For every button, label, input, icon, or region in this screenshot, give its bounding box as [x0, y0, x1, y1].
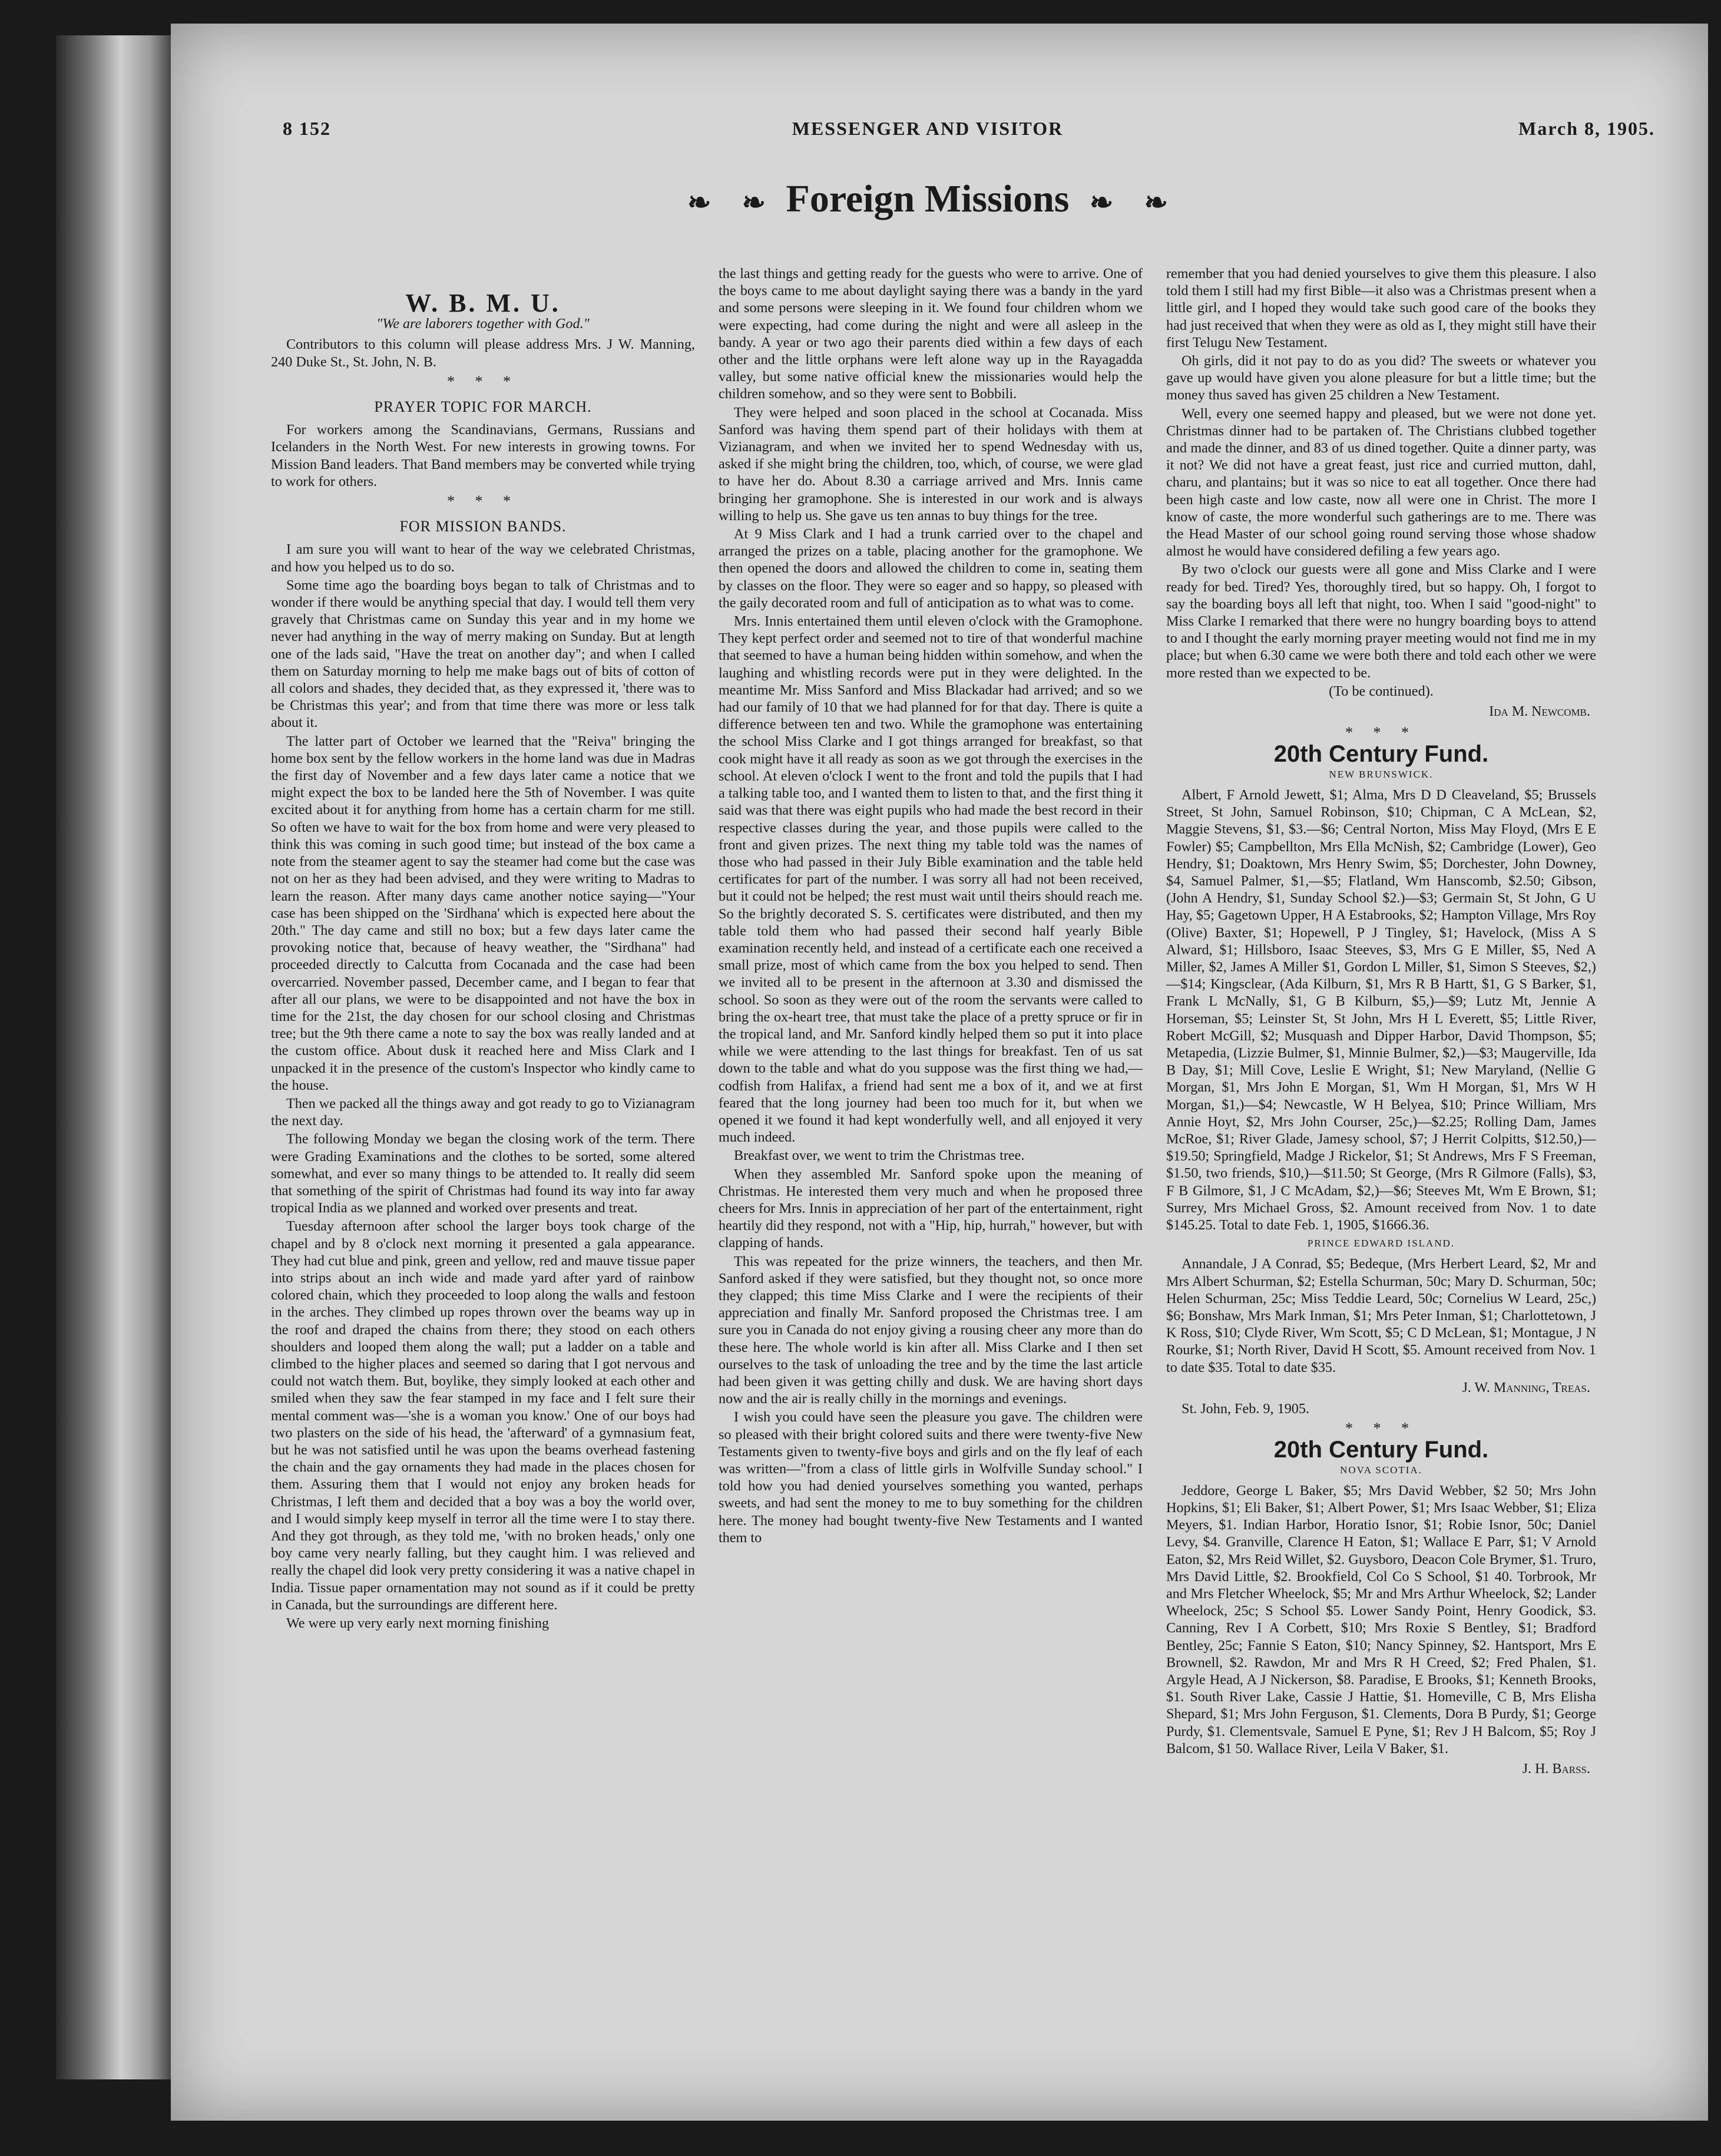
section-divider: * * * [447, 372, 519, 390]
article-paragraph: They were helped and soon placed in the school at Cocanada. Miss Sanford was having them spend part of their holidays with them at Vizianagram, and when we invited her to spend Wednesday with us, asked if she might bring the children, too, which, of course, we were glad to have her do. About 8.30 a carriage arrived and Mrs. Innis came bringing her gramophone. She is interested in our work and is always willing to help us. She gave us ten annas to buy things for the tree. [719, 404, 1143, 524]
fleuron-icon: ❧ [1144, 187, 1168, 219]
mission-bands-heading: FOR MISSION BANDS. [399, 518, 567, 535]
wbmu-motto: "We are laborers together with God." [376, 316, 590, 332]
issue-date: March 8, 1905. [1518, 118, 1655, 139]
column-3 [1166, 265, 1596, 2068]
fleuron-icon: ❧ [1089, 187, 1114, 219]
province-heading-ns: NOVA SCOTIA. [1340, 1464, 1422, 1476]
article-paragraph: remember that you had denied yourselves to give them this pleasure. I also told them I still had my first Bible—it also was a Christmas present when a little girl, and I hoped they would take such good care of the books they had just received that when they were as old as I, they might still have their first Telugu New Testament. [1166, 266, 1596, 350]
fund-list-ns: Jeddore, George L Baker, $5; Mrs David Webber, $2 50; Mrs John Hopkins, $1; Eli Baker, $1; Albert Power, $1; Mrs Isaac Webber, $1; Eliza Meyers, $1. Indian Harbor, Horatio Isnor, $1; Robie Isnor, 50c; Daniel Levy, $4. Granville, Clarence H Eaton, $1; Wallace E Parr, $1; V Arnold Eaton, $2, Mrs Reid Willet, $2. Guysboro, Deacon Cole Brymer, $1. Truro, Mrs David Little, $2. Brookfield, Col Co S School, $1 40. Torbrook, Mr and Mrs Fletcher Wheelock, $5; Mr and Mrs Arthur Wheelock, $2; Lander Wheelock, 25c; S School $5. Lower Sandy Point, Henry Goodick, $3. Canning, Rev I A Corbett, $10; Mrs Roxie S Bentley, $1; Bradford Bentley, 25c; Fannie S Eaton, $10; Nancy Spinney, $2. Hantsport, Mrs E Brownell, $2. Rawdon, Mr and Mrs R H Creed, $2; Fred Phalen, $1. Argyle Head, A J Nickerson, $8. Paradise, E Brooks, $1; Kenneth Brooks, $1. South River Lake, Cassie J Hattie, $1. Homeville, C B, Mrs Elisha Shepard, $1; Mrs John Ferguson, $1. Clements, Dora B Purdy, $1; George Purdy, $1. Clementsvale, Samuel E Pyne, $1; Rev J H Balcom, $5; Roy J Balcom, $1 50. Wallace River, Leila V Baker, $1. [1166, 1482, 1596, 1757]
prayer-topic-text: For workers among the Scandinavians, Germans, Russians and Icelanders in the North West. For new interests in growing towns. For Mission Band leaders. That Band members may be converted while trying to work for others. [271, 422, 695, 490]
article-paragraph: Then we packed all the things away and got ready to go to Vizianagram the next day. [271, 1095, 695, 1129]
ns-signature: J. H. Barss. [1522, 1761, 1590, 1777]
fleuron-icon: ❧ [687, 187, 711, 219]
province-heading-nb: NEW BRUNSWICK. [1329, 768, 1434, 780]
article-paragraph: Tuesday afternoon after school the larger boys took charge of the chapel and by 8 o'clock next morning it presented a gala appearance. They had cut blue and pink, green and yellow, red and mauve tissue paper into strips about an inch wide and made yard after yard of rainbow colored chain, which they proceeded to loop along the walls and festoon in the arches. They climbed up ropes thrown over the beams way up in the roof and draped the chains from there; they stood on each others shoulders and looped them along the wall; put a ladder on a table and climbed to the higher places and seemed so daring that I got nervous and could not watch them. But, boylike, they simply looked at each other and smiled when they saw the fear stamped in my face and I felt sure their mental comment was—'she is a woman you know.' One of our boys had two plasters on the side of his head, the 'afterward' of a gymnasium feat, but he was not satisfied until he was upon the beams overhead fastening the chain and the gay ornaments they had made in the places chosen for them. Assuring them that I would not enjoy any broken heads for Christmas, I left them and decided that a boy was a boy the world over, and I would simply keep myself in terror all the time were I to stay there. And they got through, as they told me, 'with no broken heads,' only one boy came very nearly falling, but they caught him. I was relieved and really the chapel did look very pretty considering it was a native chapel in India. Tissue paper ornamentation may not sound as if it could be pretty in Canada, but the surroundings are different here. [271, 1218, 695, 1613]
article-paragraph: I wish you could have seen the pleasure you gave. The children were so pleased with their bright colored suits and there were twenty-five New Testaments given to twenty-five boys and girls and on the fly leaf of each was written—"from a class of little girls in Wolfville Sunday school." I told how you had denied yourselves something you wanted, perhaps sweets, and had sent the money to me to buy something for the children here. The money had bought twenty-five New Testaments and I wanted them to [719, 1409, 1143, 1546]
fleuron-icon: ❧ [742, 187, 766, 219]
province-heading-pei: PRINCE EDWARD ISLAND. [1307, 1238, 1455, 1249]
contributors-note: Contributors to this column will please address Mrs. J W. Manning, 240 Duke St., St. John, N. B. [271, 336, 695, 370]
masthead-title: MESSENGER AND VISITOR [792, 118, 1064, 139]
treasurer-signature: J. W. Manning, Treas. [1462, 1380, 1590, 1396]
section-title [200, 177, 1655, 221]
fund-heading-nb: 20th Century Fund. [1273, 741, 1489, 768]
section-title-text: Foreign Missions [786, 177, 1070, 220]
page-number: 8 152 [283, 118, 331, 139]
article-paragraph: Well, every one seemed happy and pleased, but we were not done yet. Christmas dinner had to be partaken of. The Christians clubbed together and made the dinner, and 83 of us dined together. Quite a dinner party, was it not? We did not have a great feast, just rice and curried mutton, dahl, charu, and plantains; but it was so nice to eat all together. Once there had been high caste and low caste, now all were one in Christ. The more I know of caste, the more wonderful such gatherings are to me. There was the Head Master of our school going round serving those whose shadow almost he would have considered defiling a few years ago. [1166, 405, 1596, 560]
wbmu-heading: W. B. M. U. [405, 295, 561, 318]
article-paragraph: By two o'clock our guests were all gone and Miss Clarke and I were ready for bed. Tired? Yes, thoroughly tired, but so happy. Oh, I forgot to say the boarding boys all left that night, too. When I said "good-night" to Miss Clarke I remarked that there were no hungry boarding boys to attend to and I thought the early morning prayer meeting would not find me in my place; but when 6.30 came we were both there and told each other we were more rested than we expected to be. [1166, 561, 1596, 681]
article-paragraph: When they assembled Mr. Sanford spoke upon the meaning of Christmas. He interested them very much and when he proposed three cheers for Mrs. Innis in appreciation of her part of the entertainment, right heartily did they respond, not with a "Hip, hip, hurrah," however, but with clapping of hands. [719, 1166, 1143, 1251]
article-paragraph: the last things and getting ready for the guests who were to arrive. One of the boys came to me about daylight saying there was a bandy in the yard and some persons were sleeping in it. We found four children whom we were expecting, had come during the night and were all asleep in the bandy. A year or two ago their parents died within a few days of each other and the little orphans were left alone way up in the Rayagadda valley, but some native official knew the missionaries would help the children somehow, and so they were sent to Bobbili. [719, 266, 1143, 402]
page-content [200, 65, 1655, 2079]
section-divider: * * * [1345, 1420, 1417, 1437]
continued-note: (To be continued). [1329, 683, 1434, 699]
article-paragraph: The latter part of October we learned that the "Reiva" bringing the home box sent by the fellow workers in the home land was due in Madras the first day of November and a few days later came a notice that we might expect the box to be landed here the 5th of November. I was quite excited about it for anything from home has a certain charm for me still. So often we have to wait for the box from home and were very pleased to think this was coming in such good time; but instead of the box came a note from the steamer agent to say the steamer had come but the case was not on her as they had been advised, and they were writing to Madras to learn the reason. After many days came another notice saying—"Your case has been shipped on the 'Sirdhana' which is expected here about the 20th." The day came and still no box; but a few days later came the provoking notice that, because of heavy weather, the "Sirdhana" had proceeded directly to Calcutta from Cocanada and the case had been overcarried. November passed, December came, and I began to fear that after all our plans, we were to be disappointed and not have the box in time for the 21st, the day chosen for our school closing and Christmas tree; but the 9th there came a note to say the box was really landed and at the custom office. About dusk it reached here and Miss Clark and I unpacked it in the presence of the custom's Inspector who kindly came to the house. [271, 733, 695, 1093]
article-paragraph: The following Monday we began the closing work of the term. There were Grading Examinations and the clothes to be sorted, some altered somewhat, and ever so many things to be attended to. It really did seem that something of the spirit of Christmas had found its way into far away tropical India as we planned and worked over presents and treat. [271, 1131, 695, 1216]
page-header [200, 118, 1655, 153]
column-2 [719, 265, 1143, 2068]
article-paragraph: At 9 Miss Clark and I had a trunk carried over to the chapel and arranged the prizes on a table, placing another for the gramophone. We then opened the doors and allowed the children to come in, seating them by classes on the floor. They were so eager and so happy, so pleased with the gaily decorated room and full of anticipation as to what was to come. [719, 526, 1143, 611]
fund-list-pei: Annandale, J A Conrad, $5; Bedeque, (Mrs Herbert Leard, $2, Mr and Mrs Albert Schurman, $2; Estella Schurman, 50c; Mary D. Schurman, 50c; Helen Schurman, 25c; Miss Teddie Leard, 50c; Cornelius W Leard, 25c,) $6; Bonshaw, Mrs Mark Inman, $1; Mrs Peter Inman, $1; Charlottetown, J K Ross, $10; Clyde River, Wm Scott, $5; C D McLean, $1; Montague, J N Rourke, $1; North River, David H Scott, $5. Amount received from Nov. 1 to date $35. Total to date $35. [1166, 1256, 1596, 1375]
article-paragraph: Breakfast over, we went to trim the Christmas tree. [734, 1148, 1025, 1164]
dateline: St. John, Feb. 9, 1905. [1181, 1401, 1310, 1417]
fund-heading-ns: 20th Century Fund. [1273, 1437, 1489, 1463]
article-paragraph: Some time ago the boarding boys began to talk of Christmas and to wonder if there would be anything special that day. I would tell them very gravely that Christmas came on Sunday this year and in my home we never had anything in the way of merry making on Sunday. But at length one of the lads said, "Have the treat on another day"; and when I called them on Saturday morning to help me make bags out of bits of cotton of all colors and shades, they decided that, as they expressed it, 'there was to be Christmas this year'; and from that time there was more or less talk about it. [271, 577, 695, 731]
section-divider: * * * [447, 492, 519, 510]
newspaper-page [171, 24, 1708, 2121]
article-paragraph: Oh girls, did it not pay to do as you did? The sweets or whatever you gave up would have given you alone pleasure for but a little time; but the money thus saved has given 25 children a New Testament. [1166, 353, 1596, 404]
article-paragraph: Mrs. Innis entertained them until eleven o'clock with the Gramophone. They kept perfect order and seemed not to tire of that wonderful machine that seemed to have a human being hidden within somehow, and when the laughing and whistling records were put in they were delighted. In the meantime Mr. Miss Sanford and Miss Blackadar had arrived; and so we had our family of 10 that we had planned for for that day. There is quite a difference between ten and two. While the gramophone was entertaining the school Miss Clarke and I got things arranged for breakfast, so that cook might have it all ready as soon as we got through the exercises in the school. At eleven o'clock I went to the front and told the pupils that I had a talking table too, and I wanted them to listen to that, and the first thing it said was that there was eight pupils who had made the best record in their respective classes during the year, and those pupils were called to the front and given prizes. The next thing my table told was the names of those who had passed in their July Bible examination and the table held certificates for part of the number. I was sorry all had not been received, but it could not be helped; the rest must wait until theirs should reach me. So the brightly decorated S. S. certificates were distributed, and then my table told them who had passed their second half yearly Bible examination recently held, and instead of a certificate each one received a small prize, most of which came from the box you helped to send. Then we invited all to be present in the afternoon at 3.30 and dismissed the school. So soon as they were out of the room the servants were called to bring the ox-heart tree, that must take the place of a pretty spruce or fir in the tropical land, and Mr. Sanford kindly helped them so put it into place while we were attending to the last things for breakfast. Ten of us sat down to the table and what do you suppose was the first thing we had,—codfish from Halifax, a friend had sent me a box of it, and we at first feared that the long journey had been too much for it, but when we opened it we found it had kept wonderfully well, and all enjoyed it very much indeed. [719, 613, 1143, 1146]
book-gutter [56, 35, 174, 2079]
author-signature: Ida M. Newcomb. [1489, 704, 1590, 720]
prayer-topic-heading: PRAYER TOPIC FOR MARCH. [374, 398, 592, 416]
article-paragraph: We were up very early next morning finishing [286, 1615, 550, 1632]
fund-list-nb: Albert, F Arnold Jewett, $1; Alma, Mrs D D Cleaveland, $5; Brussels Street, St John, Samuel Robinson, $10; Chipman, C A McLean, $2, Maggie Stevens, $1, $3.—$6; Central Norton, Miss May Floyd, (Mrs E E Fowler) $5; Campbellton, Mrs Ella McNish, $2; Cambridge (Lower), Geo Hendry, $1; Doaktown, Mrs Henry Swim, $5; Dorchester, John Downey, $4, Samuel Palmer, $1,—$5; Flatland, Wm Hanscomb, $2.50; Gibson, (John A Hendry, $1, Sunday School $2.)—$3; Germain St, St John, G U Hay, $5; Gagetown Upper, H A Estabrooks, $2; Hampton Village, Mrs Roy (Olive) Baxter, $1; Hopewell, P J Tingley, $1; Havelock, (Miss A S Alward, $1; Hillsboro, Isaac Steeves, $3, Mrs G E Miller, $5, Ned A Miller, $2, James A Miller $1, Gordon L Miller, $1, Simon S Steeves, $2,)—$14; Kingsclear, (Ada Kilburn, $1, Mrs R B Hartt, $1, G S Barker, $1, Frank L McNally, $1, G B Kilburn, $5,)—$9; Lutz Mt, Jennie A Horseman, $5; Leinster St, St John, Mrs H L Everett, $5; Little River, Robert McGill, $2; Musquash and Dipper Harbor, David Thompson, $5; Metapedia, (Lizzie Bulmer, $1, Minnie Bulmer, $2,)—$3; Maugerville, Ida B Day, $1; Mill Cove, Leslie E Wright, $1; New Maryland, (Nellie G Morgan, $1, Mrs John E Morgan, $1, Wm H Morgan, $1, Mrs W H Morgan, $1,)—$4; Newcastle, W H Belyea, $10; Prince William, Mrs Annie Hoyt, $2, Mrs John Courser, 25c,)—$2.25; Rolling Dam, James McRoe, $1; River Glade, Jamesy school, $7; J Herrit Colpitts, $12.50,)—$19.50; Springfield, Madge J Rickelor, $1; St Andrews, Mrs F S Freeman, $1.50, two friends, $10,)—$11.50; St George, (Mrs R Gilmore (Falls), $3, F B Gilmore, $1, J C McAdam, $2,)—$6; Steeves Mt, Wm E Brown, $1; Surrey, Mrs Michael Gross, $2. Amount received from Nov. 1 to date $145.25. Total to date Feb. 1, 1905, $1666.36. [1166, 786, 1596, 1233]
column-1 [271, 295, 695, 2097]
article-paragraph: This was repeated for the prize winners, the teachers, and then Mr. Sanford asked if they were satisfied, but they thought not, so once more they clapped; this time Miss Clarke and I were the recipients of their appreciation and finally Mr. Sanford proposed the Christmas tree. I am sure you in Canada do not enjoy giving a rousing cheer any more than do these here. The whole world is kin after all. Miss Clarke and I then set ourselves to the task of unloading the tree and by the time the last article had been given it was getting chilly and dusk. We are having short days now and the air is really chilly in the mornings and evenings. [719, 1253, 1143, 1407]
section-divider: * * * [1345, 724, 1417, 742]
article-paragraph: I am sure you will want to hear of the way we celebrated Christmas, and how you helped us to do so. [271, 541, 695, 575]
